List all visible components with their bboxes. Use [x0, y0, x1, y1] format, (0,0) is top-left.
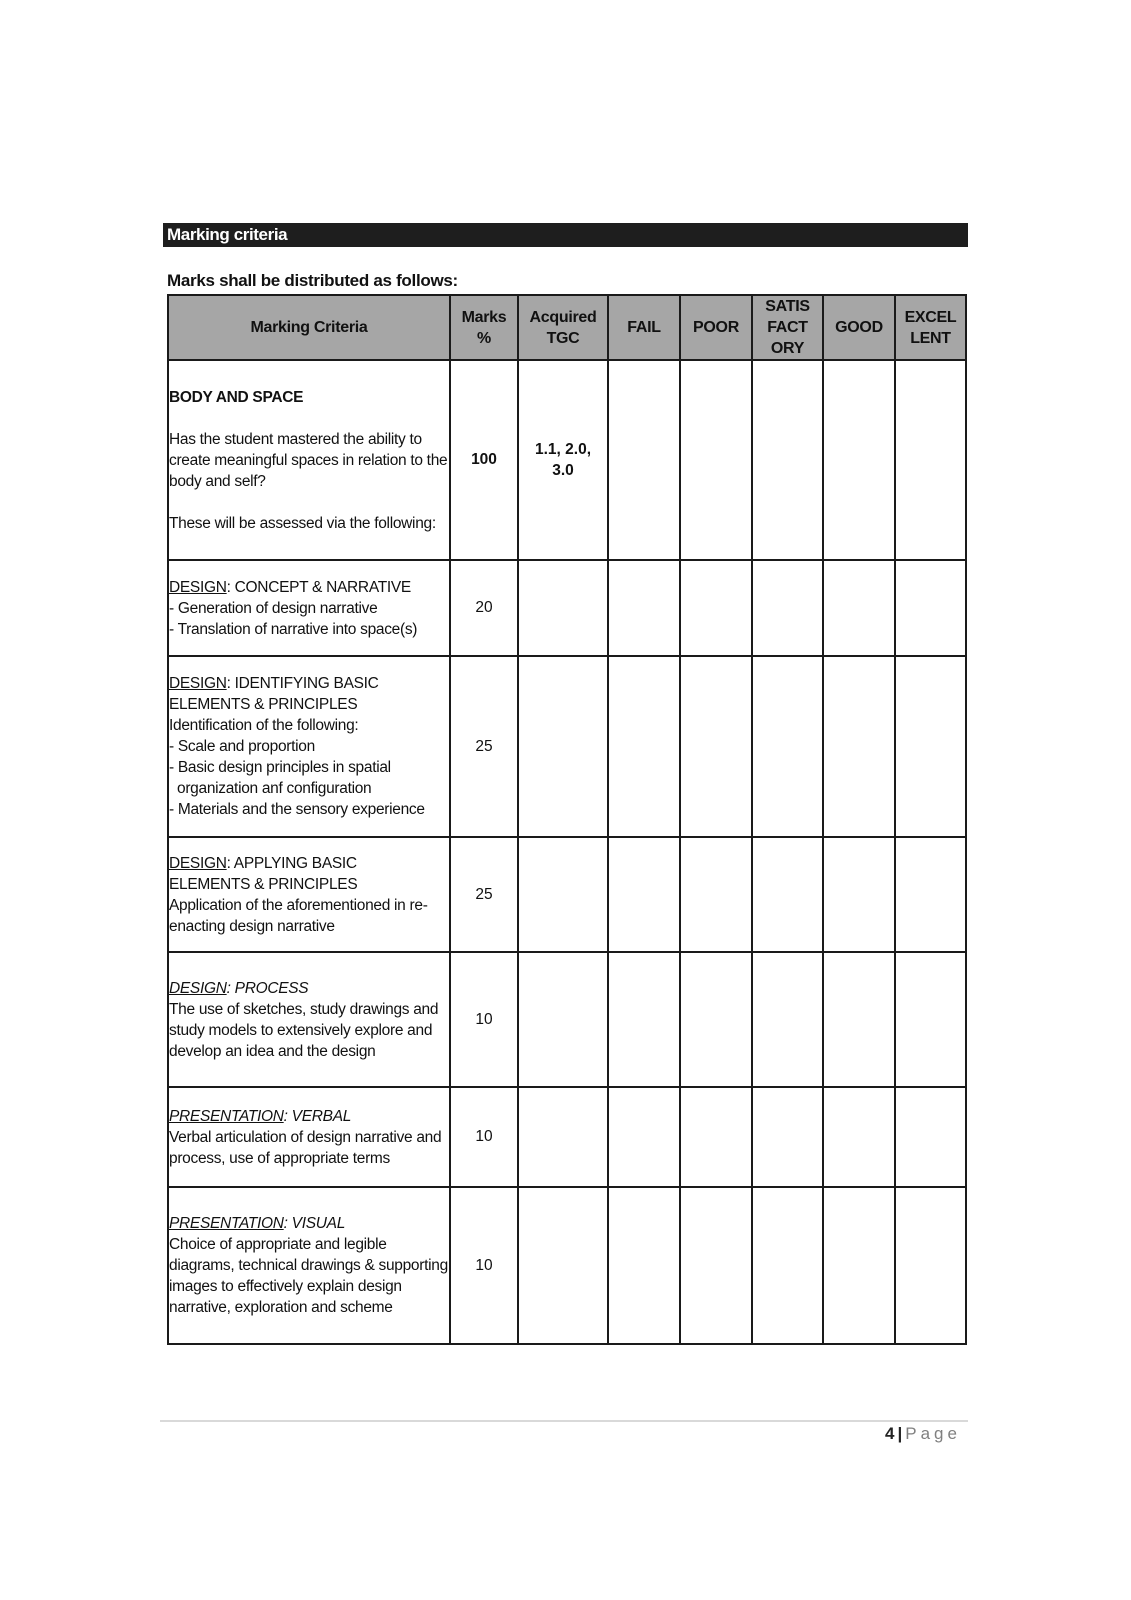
fail-cell[interactable]: [608, 837, 680, 952]
tgc-cell: [518, 656, 608, 837]
excellent-cell[interactable]: [895, 1087, 966, 1187]
excellent-cell[interactable]: [895, 1187, 966, 1344]
criteria-cell: PRESENTATION: VISUAL Choice of appropriate and legible diagrams, technical drawings & supporting images to effectively explain design narrative, exploration and scheme: [168, 1187, 450, 1344]
table-row: [168, 952, 966, 1087]
criteria-cell: DESIGN: APPLYING BASIC ELEMENTS & PRINCIPLES Application of the aforementioned in re-enacting design narrative: [168, 837, 450, 952]
criteria-title: DESIGN: IDENTIFYING BASIC: [169, 675, 379, 692]
fail-cell[interactable]: [608, 952, 680, 1087]
marks-cell: 10: [450, 1087, 518, 1187]
poor-cell[interactable]: [680, 952, 752, 1087]
tgc-cell: [518, 1187, 608, 1344]
criteria-cell: [168, 360, 450, 560]
criteria-question: Has the student mastered the ability to create meaningful spaces in relation to the body and self?: [169, 430, 448, 490]
tgc-cell: [518, 1087, 608, 1187]
tgc-cell: 1.1, 2.0, 3.0: [518, 360, 608, 560]
good-cell[interactable]: [823, 360, 895, 560]
criteria-title: DESIGN: PROCESS: [169, 979, 309, 997]
page-number: 4: [885, 1424, 895, 1443]
criteria-title: PRESENTATION: VISUAL: [169, 1215, 346, 1232]
header-fail: FAIL: [608, 295, 680, 360]
table-row: [168, 360, 966, 560]
poor-cell[interactable]: [680, 837, 752, 952]
excellent-cell[interactable]: [895, 656, 966, 837]
excellent-cell[interactable]: [895, 837, 966, 952]
criteria-title: PRESENTATION: VERBAL: [169, 1107, 352, 1125]
table-row: [168, 656, 966, 837]
tgc-cell: [518, 952, 608, 1087]
good-cell[interactable]: [823, 952, 895, 1087]
page-label: Page: [905, 1424, 961, 1443]
excellent-cell[interactable]: [895, 560, 966, 656]
header-criteria: Marking Criteria: [168, 295, 450, 360]
satisfactory-cell[interactable]: [752, 560, 823, 656]
criteria-title: DESIGN: APPLYING BASIC: [169, 854, 357, 872]
header-satisfactory: SATIS FACT ORY: [752, 295, 823, 360]
marks-cell: 100: [450, 360, 518, 560]
fail-cell[interactable]: [608, 560, 680, 656]
good-cell[interactable]: [823, 656, 895, 837]
tgc-cell: [518, 560, 608, 656]
table-row: [168, 1187, 966, 1344]
marks-cell: 20: [450, 560, 518, 656]
header-good: GOOD: [823, 295, 895, 360]
satisfactory-cell[interactable]: [752, 360, 823, 560]
tgc-cell: [518, 837, 608, 952]
marks-cell: 25: [450, 837, 518, 952]
criteria-cell: DESIGN: PROCESS The use of sketches, study drawings and study models to extensively explore and develop an idea and the design: [168, 952, 450, 1087]
good-cell[interactable]: [823, 560, 895, 656]
poor-cell[interactable]: [680, 560, 752, 656]
poor-cell[interactable]: [680, 1087, 752, 1187]
marks-cell: 10: [450, 952, 518, 1087]
intro-text: Marks shall be distributed as follows:: [167, 271, 458, 290]
marks-cell: 25: [450, 656, 518, 837]
header-marks: Marks %: [450, 295, 518, 360]
table-row: [168, 1087, 966, 1187]
excellent-cell[interactable]: [895, 952, 966, 1087]
header-acquired-tgc: Acquired TGC: [518, 295, 608, 360]
table-row: [168, 560, 966, 656]
header-row: [168, 295, 966, 360]
satisfactory-cell[interactable]: [752, 656, 823, 837]
criteria-title: BODY AND SPACE: [169, 388, 304, 406]
criteria-cell: DESIGN: CONCEPT & NARRATIVE - Generation of design narrative - Translation of narrative into space(s): [168, 560, 450, 656]
satisfactory-cell[interactable]: [752, 837, 823, 952]
criteria-title: DESIGN: CONCEPT & NARRATIVE: [169, 578, 411, 596]
criteria-cell: DESIGN: IDENTIFYING BASIC ELEMENTS & PRINCIPLES Identification of the following: - Scale and proportion - Basic design principles in spatial organization anf configuration - Materials and the sensory experience: [168, 656, 450, 837]
fail-cell[interactable]: [608, 360, 680, 560]
poor-cell[interactable]: [680, 1187, 752, 1344]
fail-cell[interactable]: [608, 1087, 680, 1187]
excellent-cell[interactable]: [895, 360, 966, 560]
fail-cell[interactable]: [608, 656, 680, 837]
criteria-cell: PRESENTATION: VERBAL Verbal articulation of design narrative and process, use of appropriate terms: [168, 1087, 450, 1187]
footer-divider: [160, 1420, 968, 1422]
poor-cell[interactable]: [680, 656, 752, 837]
header-poor: POOR: [680, 295, 752, 360]
page-footer: [885, 1424, 961, 1444]
marking-criteria-table: [167, 294, 967, 1345]
section-heading: Marking criteria: [163, 223, 968, 247]
good-cell[interactable]: [823, 1187, 895, 1344]
marks-cell: 10: [450, 1187, 518, 1344]
table-row: [168, 837, 966, 952]
satisfactory-cell[interactable]: [752, 1187, 823, 1344]
satisfactory-cell[interactable]: [752, 1087, 823, 1187]
page-separator: |: [897, 1424, 903, 1443]
good-cell[interactable]: [823, 837, 895, 952]
good-cell[interactable]: [823, 1087, 895, 1187]
header-excellent: EXCEL LENT: [895, 295, 966, 360]
poor-cell[interactable]: [680, 360, 752, 560]
fail-cell[interactable]: [608, 1187, 680, 1344]
criteria-note: These will be assessed via the following:: [169, 514, 436, 532]
satisfactory-cell[interactable]: [752, 952, 823, 1087]
